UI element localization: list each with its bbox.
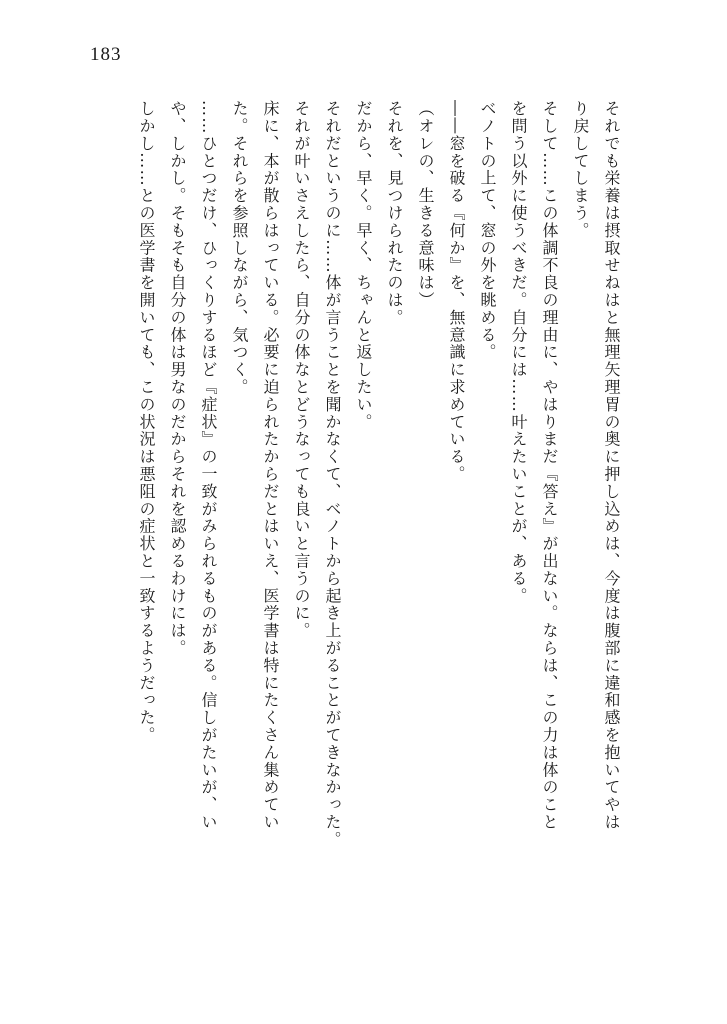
page-number: 183 [90,44,122,65]
text-line: ――窓を破る『何か』を、無意識に求めている。 [447,100,466,483]
text-line: や、しかし。そもそも自分の体は男なのだからそれを認めるわけには。 [168,100,187,657]
text-line: それが叶いさえしたら、自分の体なとどうなっても良いと言うのに。 [292,100,311,640]
text-line: それでも栄養は摂取せねはと無理矢理胃の奥に押し込めは、今度は腹部に違和感を抱いてやは [602,100,621,831]
text-line: ベノトの上て、窓の外を眺める。 [478,100,497,361]
text-line: そして……この体調不良の理由に、やはりまだ『答え』が出ない。ならは、この力は体のこと [540,100,559,831]
text-line: 床に、本が散らはっている。必要に迫られたからだとはいえ、医学書は特にたくさん集めてい [261,100,280,831]
text-line: た。それらを参照しながら、気つく。 [230,100,249,396]
text-line: り戻してしまう。 [571,100,590,240]
text-line: ……ひとつだけ、ひっくりするほど『症状』の一致がみられるものがある。信しがたいが、い [199,100,218,831]
text-line: それだというのに……体が言うことを聞かなくて、ベノトから起き上がることがてきなかった。 [323,100,342,849]
novel-text-block [87,100,627,960]
text-line: （オレの、生きる意味は） [416,100,435,309]
text-line: それを、見つけられたのは。 [385,100,404,327]
text-line: を問う以外に使うべきだ。自分には……叶えたいことが、ある。 [509,100,528,605]
text-line: しかし……との医学書を開いても、この状況は悪阻の症状と一致するようだった。 [137,100,156,744]
text-line: だから、早く。早く、ちゃんと返したい。 [354,100,373,431]
